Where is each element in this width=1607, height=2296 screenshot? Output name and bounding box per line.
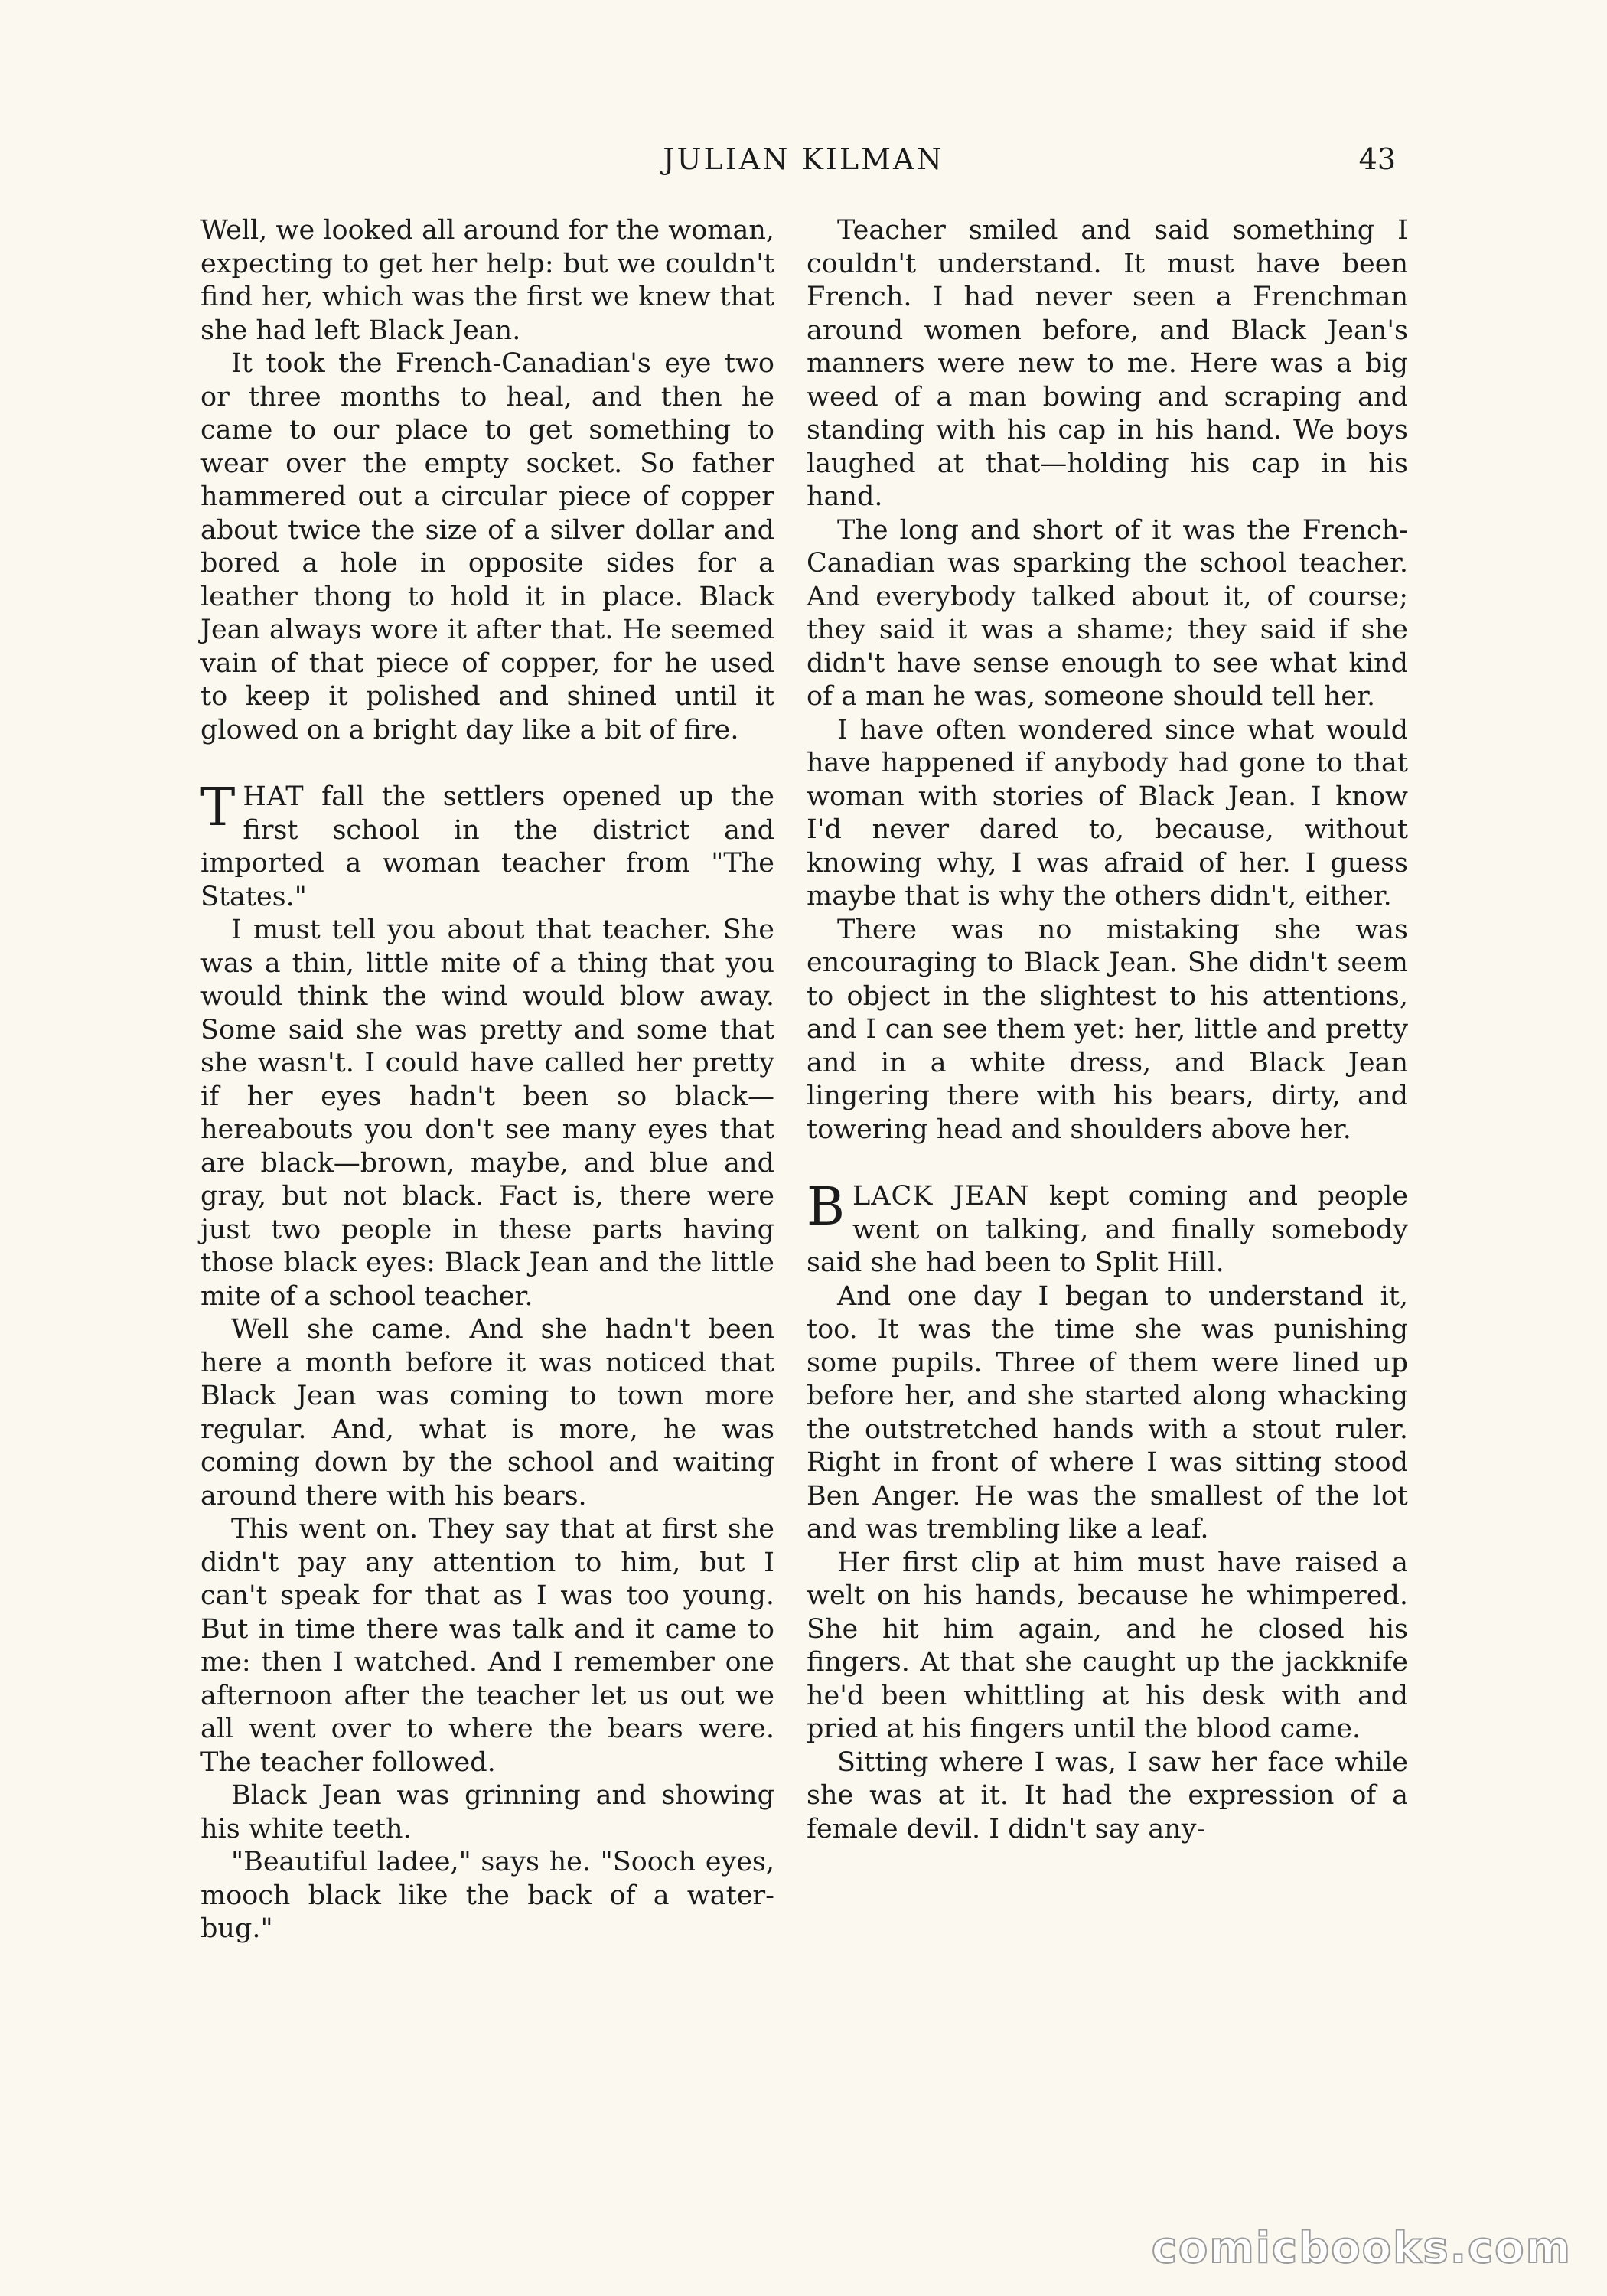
paragraph: Black Jean was grinning and showing his white teeth. — [200, 1780, 774, 1844]
drop-cap: B — [807, 1177, 845, 1238]
page-number: 43 — [1358, 142, 1396, 176]
paragraph: Well she came. And she hadn't been here a month before it was noticed that Black Jean was coming to town more regular. And, what is more, he was coming down by the school and waiting around there with his bears. — [200, 1314, 774, 1512]
right-column — [807, 214, 1408, 1846]
small-caps-lead: HAT — [243, 781, 305, 812]
paragraph: "Beautiful ladee," says he. "Sooch eyes, mooch black like the back of a water-bug." — [200, 1847, 774, 1944]
section-opening-paragraph — [200, 778, 774, 914]
paragraph: It took the French-Canadian's eye two or three months to heal, and then he came to our place to get something to wear over the empty socket. So father hammered out a circular piece of copper about twice the size of a silver dollar and bored a hole in opposite sides for a leather thong to hold it in place. Black Jean always wore it after that. He seemed vain of that piece of copper, for he used to keep it polished and shined until it glowed on a bright day like a bit of fire. — [200, 348, 774, 745]
drop-cap: T — [200, 778, 236, 838]
paragraph: I must tell you about that teacher. She was a thin, little mite of a thing that you would think the wind would blow away. Some said she was pretty and some that she wasn't. I could have called her pretty if her eyes hadn't been so black—hereabouts you don't see many eyes that are black—brown, maybe, and blue and gray, but not black. Fact is, there were just two people in these parts having those black eyes: Black Jean and the little mite of a school teacher. — [200, 915, 774, 1312]
paragraph-text: fall the settlers opened up the first school in the district and imported a woman teacher from "The States." — [200, 781, 774, 912]
author-name: JULIAN KILMAN — [663, 142, 944, 176]
paragraph: Teacher smiled and said something I couldn't understand. It must have been French. I had never seen a Frenchman around women before, and Black Jean's manners were new to me. Here was a big weed of a man bowing and scraping and standing with his cap in his hand. We boys laughed at that—holding his cap in his hand. — [807, 215, 1408, 512]
paragraph: And one day I began to understand it, too. It was the time she was punishing some pupils. Three of them were lined up before her, and she started along whacking the outstretched hands with a stout ruler. Right in front of where I was sitting stood Ben Anger. He was the smallest of the lot and was trembling like a leaf. — [807, 1280, 1408, 1544]
running-head — [0, 136, 1607, 182]
section-opening-paragraph — [807, 1177, 1408, 1280]
paragraph: Sitting where I was, I saw her face while she was at it. It had the expression of a female devil. I didn't say any- — [807, 1746, 1408, 1844]
paragraph: Her first clip at him must have raised a welt on his hands, because he whimpered. She hit him again, and he closed his fingers. At that she caught up the jackknife he'd been whittling at his desk with and pried at his fingers until the blood came. — [807, 1547, 1408, 1744]
paragraph: The long and short of it was the French-Canadian was sparking the school teacher. And everybody talked about it, of course; they said it was a shame; they said if she didn't have sense enough to see what kind of a man he was, someone should tell her. — [807, 514, 1408, 712]
small-caps-lead: LACK JEAN — [852, 1181, 1030, 1212]
paragraph: Well, we looked all around for the woman, expecting to get her help: but we couldn't find her, which was the first we knew that she had left Black Jean. — [200, 215, 774, 346]
watermark: comicbooks.com — [1151, 2223, 1572, 2273]
paragraph-text: kept coming and people went on talking, and finally somebody said she had been to Split Hill. — [807, 1181, 1408, 1278]
paragraph: This went on. They say that at first she didn't pay any attention to him, but I can't speak for that as I was too young. But in time there was talk and it came to me: then I watched. And I remember one afternoon after the teacher let us out we all went over to where the bears were. The teacher followed. — [200, 1514, 774, 1778]
paragraph: There was no mistaking she was encouraging to Black Jean. She didn't seem to object in the slightest to his attentions, and I can see them yet: her, little and pretty and in a white dress, and Black Jean lingering there with his bears, dirty, and towering head and shoulders above her. — [807, 914, 1408, 1145]
paragraph: I have often wondered since what would have happened if anybody had gone to that woman with stories of Black Jean. I know I'd never dared to, because, without knowing why, I was afraid of her. I guess maybe that is why the others didn't, either. — [807, 714, 1408, 912]
left-column — [200, 214, 774, 1946]
